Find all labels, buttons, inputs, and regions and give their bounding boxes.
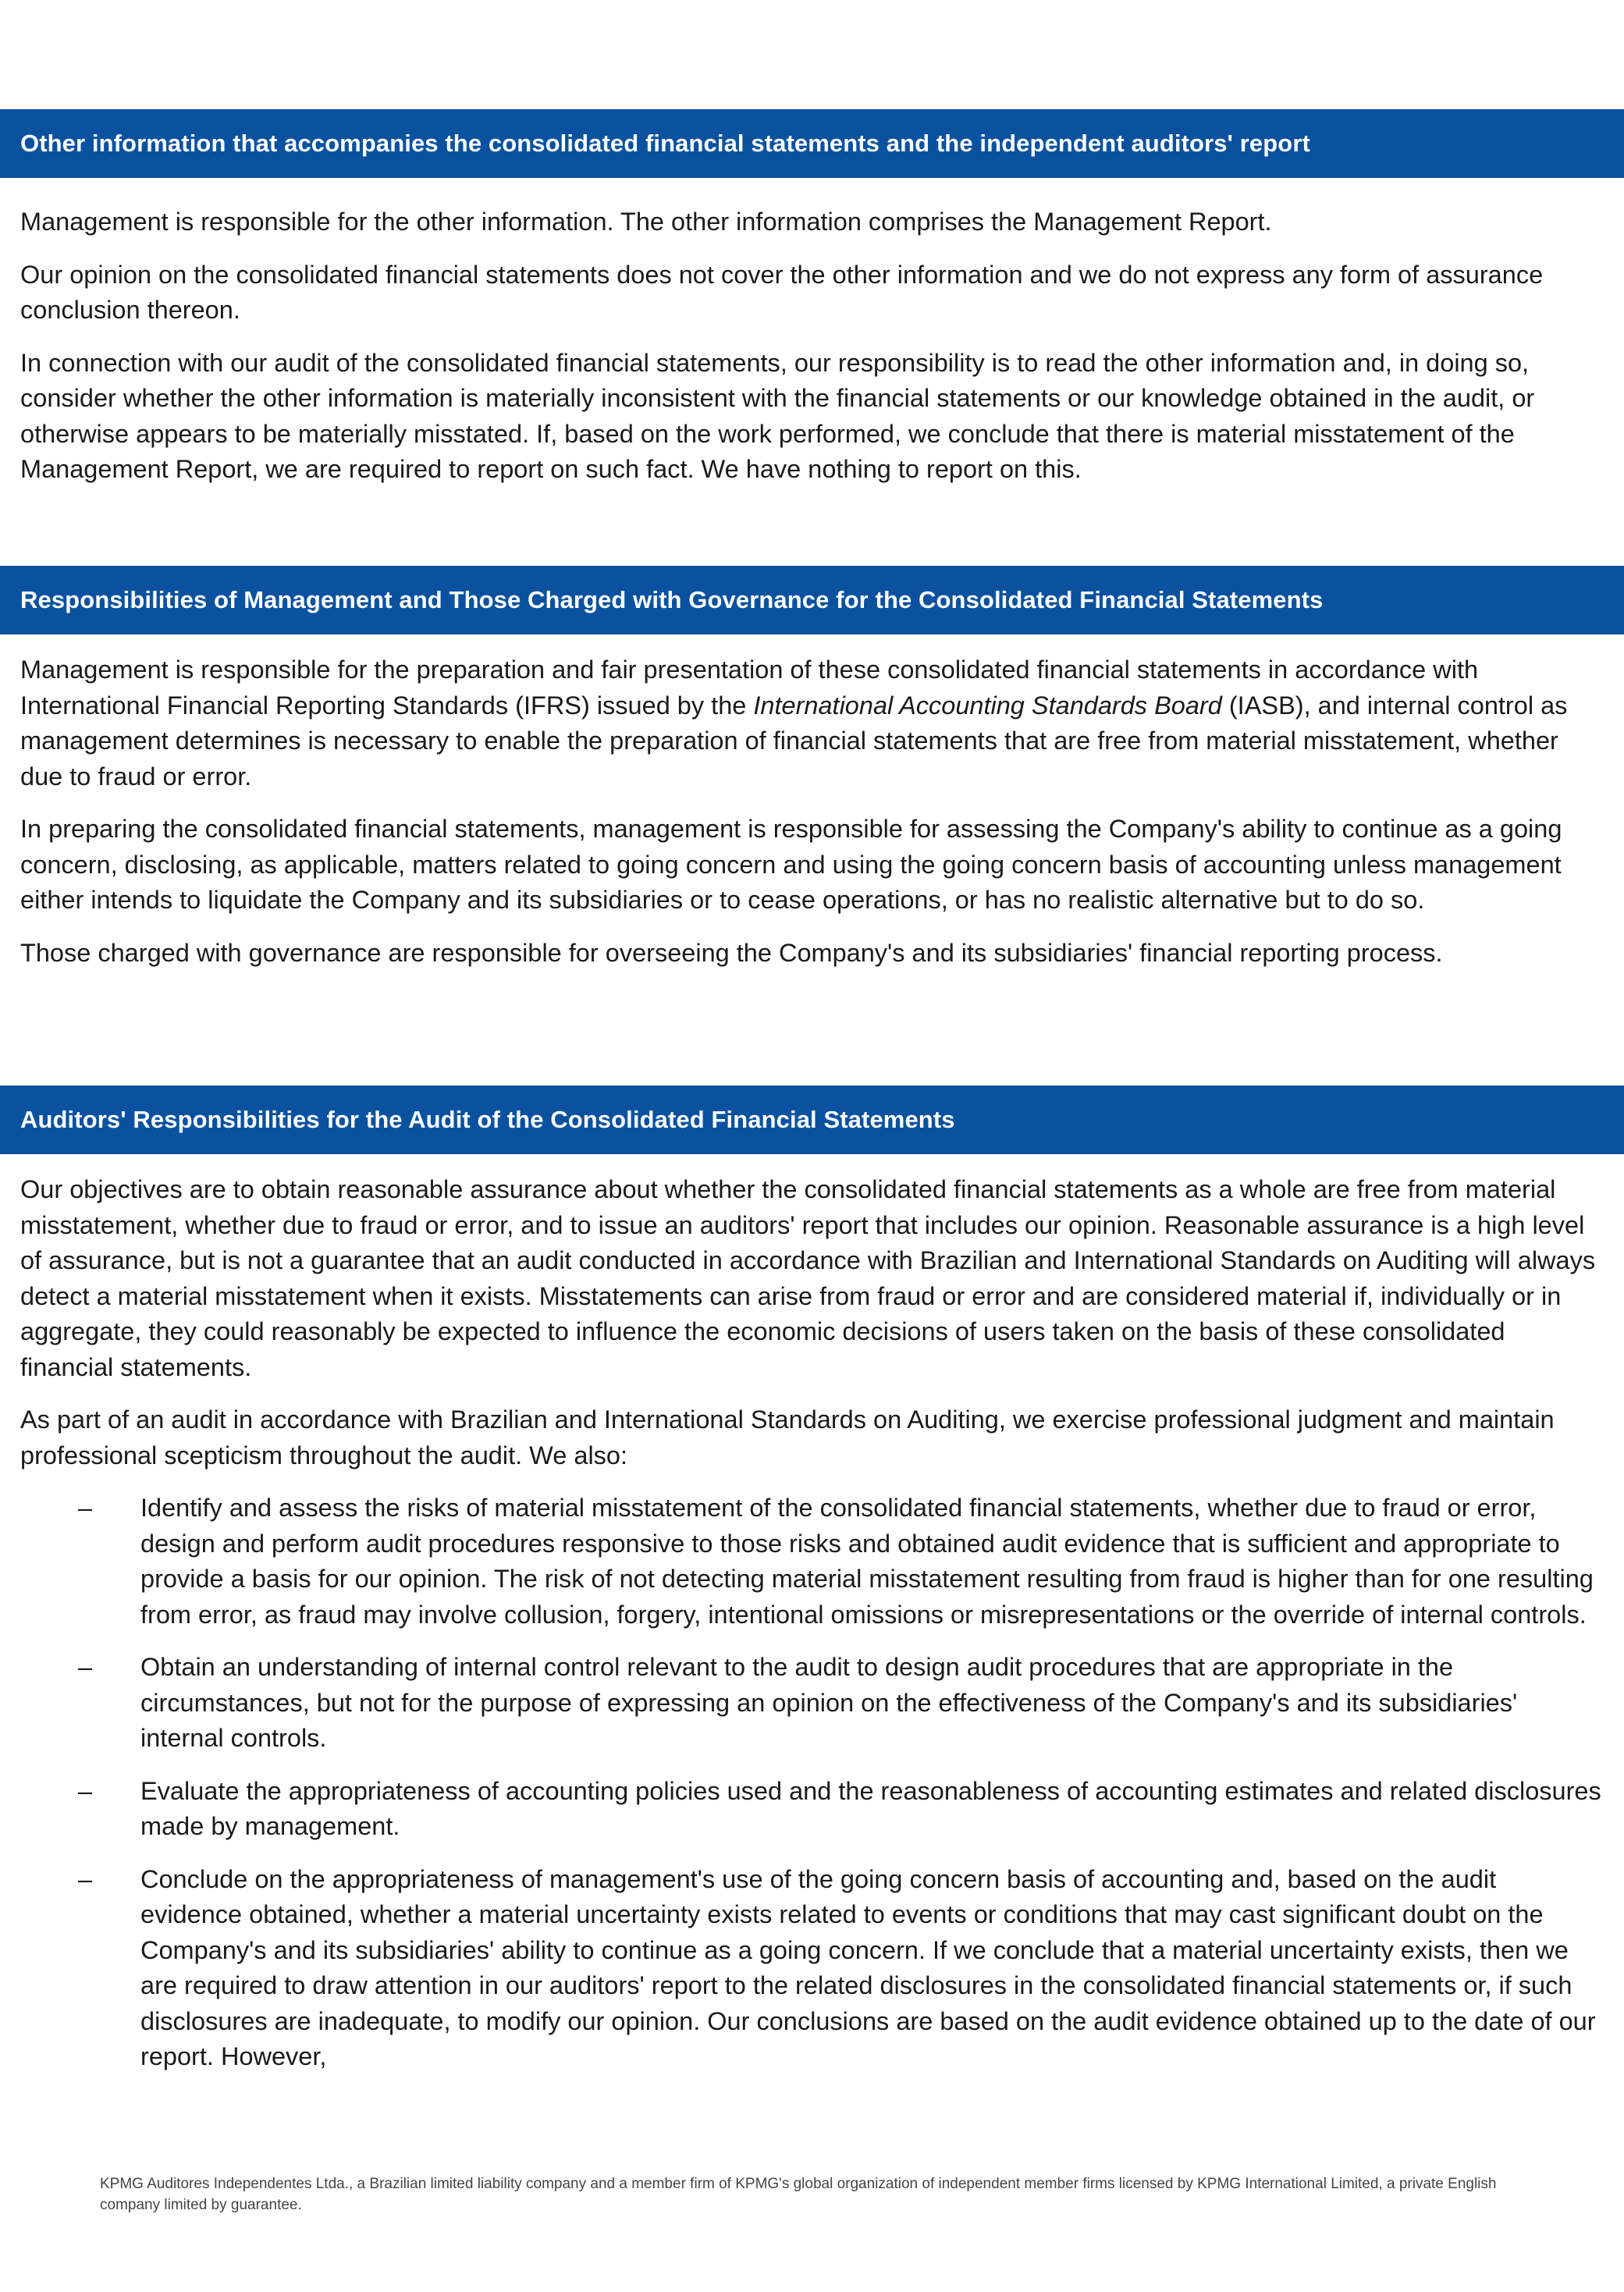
dash-bullet: – [78, 1653, 93, 1681]
paragraph: As part of an audit in accordance with Brazilian and International Standards on Auditing, we exercise professional judgment and maintain professional scepticism throughout the audit. We also: [20, 1405, 1555, 1469]
paragraph: Our objectives are to obtain reasonable assurance about whether the consolidated financial statements as a whole are free from material misstatement, whether due to fraud or error, and to issue an auditors' report that includes our opinion. Reasonable assurance is a high level of assurance, but is not a guarantee that an audit conducted in accordance with Brazilian and International Standards on Auditing will always detect a material misstatement when it exists. Misstatements can arise from fraud or error and are considered material if, individually or in aggregate, they could reasonably be expected to influence the economic decisions of users taken on the basis of these consolidated financial statements. [20, 1175, 1596, 1381]
dash-bullet: – [78, 1864, 93, 1893]
list-item-text: Obtain an understanding of internal control relevant to the audit to design audit procedures that are appropriate in the circumstances, but not for the purpose of expressing an opinion on the effectiveness of the Company's and its subsidiaries' internal controls. [140, 1653, 1518, 1752]
page-footer: KPMG Auditores Independentes Ltda., a Brazilian limited liability company and a member firm of KPMG's global organization of independent member firms licensed by KPMG International Limited, a private English company limited by guarantee. [100, 2176, 1497, 2213]
section-title: Other information that accompanies the consolidated financial statements and the independent auditors' report [20, 130, 1310, 157]
paragraph: Management is responsible for the other information. The other information comprises the Management Report. [20, 208, 1272, 236]
dash-bullet: – [78, 1776, 93, 1805]
paragraph: Our opinion on the consolidated financial statements does not cover the other information and we do not express any form of assurance conclusion thereon. [20, 260, 1544, 324]
paragraph: In preparing the consolidated financial statements, management is responsible for assessing the Company's ability to continue as a going concern, disclosing, as applicable, matters related to going concern and using the going concern basis of accounting unless management either intends to liquidate the Company and its subsidiaries or to cease operations, or has no realistic alternative but to do so. [20, 815, 1562, 914]
paragraph-text: Management is responsible for the preparation and fair presentation of these consolidated financial statements in accordance with International Financial Reporting Standards (IFRS) issued by the [20, 656, 1479, 720]
section-header-other-information [0, 109, 1624, 178]
list-item-text: Evaluate the appropriateness of accounting policies used and the reasonableness of accounting estimates and related disclosures made by management. [140, 1776, 1601, 1840]
paragraph: Those charged with governance are responsible for overseeing the Company's and its subsidiaries' financial reporting process. [20, 938, 1443, 967]
section-title: Auditors' Responsibilities for the Audit of the Consolidated Financial Statements [20, 1106, 955, 1133]
section-body-management-responsibilities [20, 652, 1604, 988]
paragraph-text: (IASB), and internal control as management determines is necessary to enable the preparation of financial statements that are free from material misstatement, whether due to fraud or error. [20, 691, 1568, 791]
responsibility-list [20, 1491, 1604, 2075]
list-item [20, 1862, 1604, 2075]
list-item-text: Conclude on the appropriateness of management's use of the going concern basis of accounting and, based on the audit evidence obtained, whether a material uncertainty exists related to events or conditions that may cast significant doubt on the Company's and its subsidiaries' ability to continue as a going concern. If we conclude that a material uncertainty exists, then we are required to draw attention in our auditors' report to the related disclosures in the consolidated financial statements or, if such disclosures are inadequate, to modify our opinion. Our conclusions are based on the audit evidence obtained up to the date of our report. However, [140, 1864, 1596, 2070]
section-header-management-responsibilities [0, 566, 1624, 634]
section-body-auditors-responsibilities [20, 1172, 1604, 2092]
paragraph-ifrs [20, 652, 1604, 794]
section-body-other-information [20, 204, 1604, 505]
list-item-text: Identify and assess the risks of material misstatement of the consolidated financial statements, whether due to fraud or error, design and perform audit procedures responsive to those risks and obtained audit evidence that is sufficient and appropriate to provide a basis for our opinion. The risk of not detecting material misstatement resulting from fraud is higher than for one resulting from error, as fraud may involve collusion, forgery, intentional omissions or misrepresentations or the override of internal controls. [140, 1494, 1594, 1629]
list-item [20, 1774, 1604, 1845]
paragraph: In connection with our audit of the consolidated financial statements, our responsibility is to read the other information and, in doing so, consider whether the other information is materially inconsistent with the financial statements or our knowledge obtained in the audit, or otherwise appears to be materially misstated. If, based on the work performed, we conclude that there is material misstatement of the Management Report, we are required to report on such fact. We have nothing to report on this. [20, 348, 1535, 483]
list-item [20, 1491, 1604, 1633]
iasb-name: International Accounting Standards Board [753, 691, 1222, 720]
section-header-auditors-responsibilities [0, 1086, 1624, 1154]
section-title: Responsibilities of Management and Those Charged with Governance for the Consolidated Financial Statements [20, 586, 1324, 613]
dash-bullet: – [78, 1494, 93, 1522]
list-item [20, 1650, 1604, 1757]
